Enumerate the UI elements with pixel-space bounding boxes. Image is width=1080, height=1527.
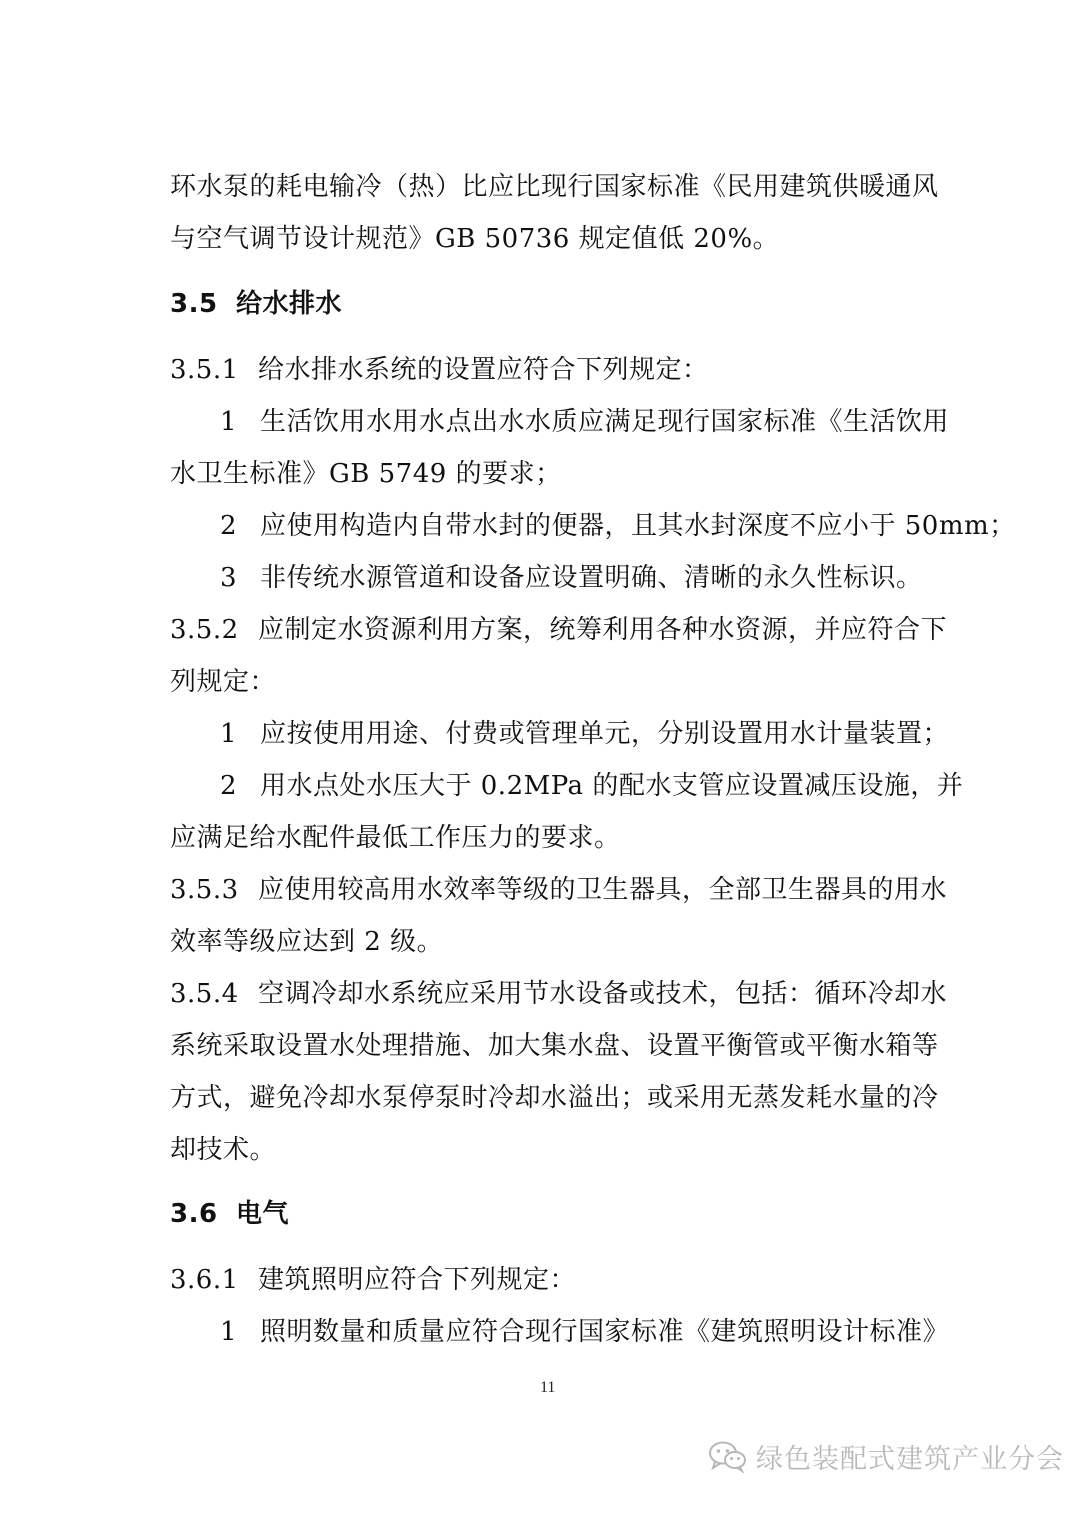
list-item: [220, 1315, 949, 1349]
clause-3-5-1: [170, 353, 709, 387]
item-number: 1: [220, 1317, 238, 1347]
clause-text: 空调冷却水系统应采用节水设备或技术，包括：循环冷却水: [258, 979, 948, 1009]
section-number: 3.5: [170, 289, 218, 319]
item-number: 2: [220, 511, 238, 541]
clause-number: 3.5.4: [170, 979, 239, 1009]
clause-number: 3.5.3: [170, 875, 239, 905]
clause-text: 应使用较高用水效率等级的卫生器具，全部卫生器具的用水: [258, 875, 948, 905]
paragraph-line: 应满足给水配件最低工作压力的要求。: [170, 823, 621, 853]
page-number: 11: [540, 1379, 556, 1396]
item-number: 2: [220, 771, 238, 801]
clause-3-6-1: [170, 1263, 576, 1297]
section-number: 3.6: [170, 1199, 218, 1229]
section-title: 给水排水: [236, 289, 343, 319]
clause-number: 3.5.2: [170, 615, 239, 645]
item-text: 应按使用用途、付费或管理单元，分别设置用水计量装置；: [260, 719, 950, 749]
item-number: 1: [220, 719, 238, 749]
item-number: 1: [220, 407, 238, 437]
clause-number: 3.5.1: [170, 355, 239, 385]
list-item: [220, 405, 949, 439]
list-item: [220, 561, 923, 595]
paragraph-line: 环水泵的耗电输冷（热）比应比现行国家标准《民用建筑供暖通风: [170, 172, 939, 202]
clause-3-5-3: [170, 873, 947, 907]
clause-3-5-2: [170, 613, 947, 647]
clause-3-5-4: [170, 977, 947, 1011]
paragraph-line: 系统采取设置水处理措施、加大集水盘、设置平衡管或平衡水箱等: [170, 1031, 939, 1061]
section-title: 电气: [236, 1199, 290, 1229]
clause-text: 给水排水系统的设置应符合下列规定：: [258, 355, 709, 385]
list-item: [220, 717, 949, 751]
paragraph-line: 效率等级应达到 2 级。: [170, 927, 444, 957]
item-text: 生活饮用水用水点出水水质应满足现行国家标准《生活饮用: [260, 407, 950, 437]
item-number: 3: [220, 563, 238, 593]
paragraph-line: 却技术。: [170, 1135, 277, 1165]
item-text: 照明数量和质量应符合现行国家标准《建筑照明设计标准》: [260, 1317, 950, 1347]
watermark: [708, 1436, 1064, 1476]
item-text: 应使用构造内自带水封的便器，且其水封深度不应小于 50mm；: [260, 511, 1016, 541]
clause-text: 应制定水资源利用方案，统筹利用各种水资源，并应符合下: [258, 615, 948, 645]
wechat-icon: [708, 1439, 748, 1473]
clause-number: 3.6.1: [170, 1265, 239, 1295]
paragraph-line: 与空气调节设计规范》GB 50736 规定值低 20%。: [170, 224, 780, 254]
item-text: 非传统水源管道和设备应设置明确、清晰的永久性标识。: [260, 563, 923, 593]
paragraph-line: 方式，避免冷却水泵停泵时冷却水溢出；或采用无蒸发耗水量的冷: [170, 1083, 939, 1113]
paragraph-line: 列规定：: [170, 667, 277, 697]
clause-text: 建筑照明应符合下列规定：: [258, 1265, 577, 1295]
section-heading-3-5: [170, 287, 342, 321]
watermark-text: 绿色装配式建筑产业分会: [756, 1443, 1064, 1475]
section-heading-3-6: [170, 1197, 289, 1231]
paragraph-line: 水卫生标准》GB 5749 的要求；: [170, 459, 562, 489]
item-text: 用水点处水压大于 0.2MPa 的配水支管应设置减压设施，并: [260, 771, 964, 801]
list-item: [220, 509, 1016, 543]
list-item: [220, 769, 963, 803]
